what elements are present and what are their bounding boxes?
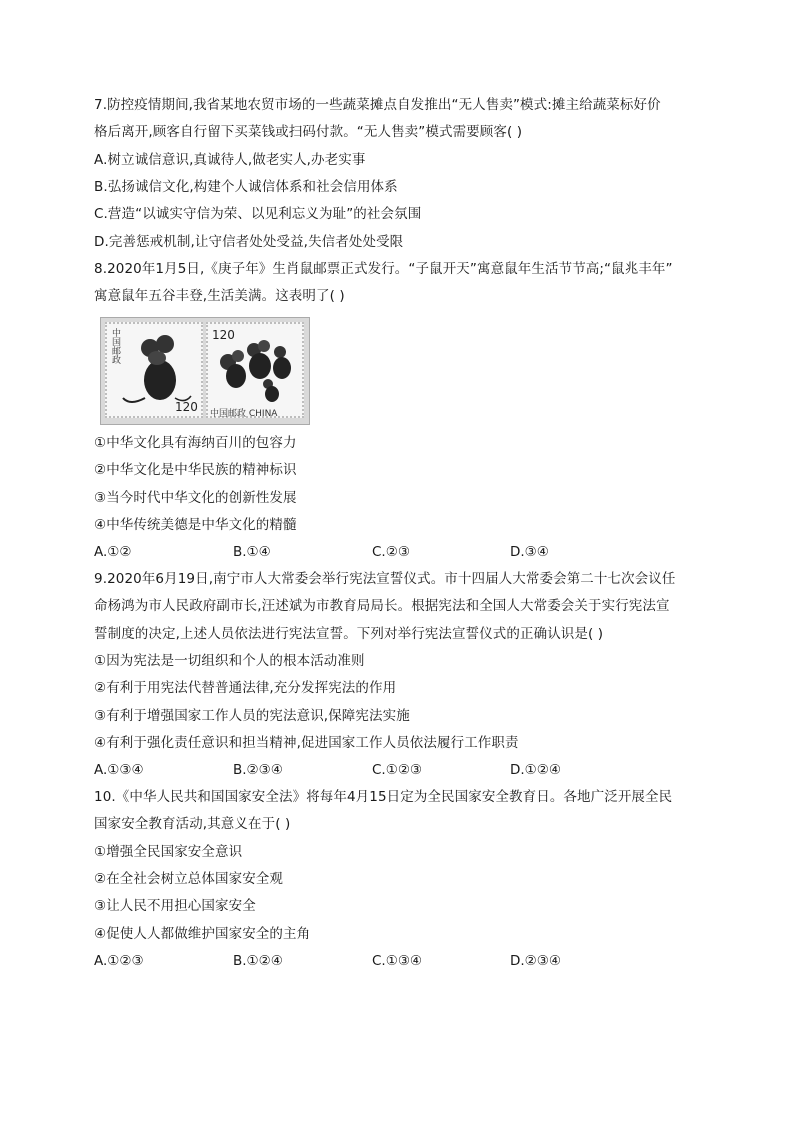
q8-choice-a: A.①② — [94, 544, 132, 560]
q10-choice-c: C.①③④ — [372, 953, 423, 969]
q9-stem-line-2: 命杨鸿为市人民政府副市长,汪述斌为市教育局局长。根据宪法和全国人大常委会关于实行宪法宣 — [94, 598, 670, 614]
q7-option-a: A.树立诚信意识,真诚待人,做老实人,办老实事 — [94, 152, 366, 168]
stamp-right — [206, 322, 304, 418]
q8-statement-2: ②中华文化是中华民族的精神标识 — [94, 462, 297, 478]
q9-stem-line-3: 誓制度的决定,上述人员依法进行宪法宣誓。下列对举行宪法宣誓仪式的正确认识是( ) — [94, 626, 604, 642]
q8-statement-3: ③当今时代中华文化的创新性发展 — [94, 490, 297, 506]
q10-choice-a: A.①②③ — [94, 953, 144, 969]
q8-stem-line-2: 寓意鼠年五谷丰登,生活美满。这表明了( ) — [94, 288, 345, 304]
q7-stem-line-1: 7.防控疫情期间,我省某地农贸市场的一些蔬菜摊点自发推出“无人售卖”模式:摊主给蔬菜标好价 — [94, 97, 661, 113]
q9-statement-1: ①因为宪法是一切组织和个人的根本活动准则 — [94, 653, 365, 669]
q9-choice-b: B.②③④ — [233, 762, 283, 778]
zodiac-stamps-image — [100, 317, 310, 425]
q10-stem-line-1: 10.《中华人民共和国国家安全法》将每年4月15日定为全民国家安全教育日。各地广泛开展全民 — [94, 789, 673, 805]
q10-statement-3: ③让人民不用担心国家安全 — [94, 898, 256, 914]
q9-choice-d: D.①②④ — [510, 762, 561, 778]
q7-stem-line-2: 格后离开,顾客自行留下买菜钱或扫码付款。“无人售卖”模式需要顾客( ) — [94, 124, 523, 140]
q9-statement-3: ③有利于增强国家工作人员的宪法意识,保障宪法实施 — [94, 708, 410, 724]
stamp1-value: 120 — [175, 400, 198, 414]
q10-choice-d: D.②③④ — [510, 953, 561, 969]
q9-stem-line-1: 9.2020年6月19日,南宁市人大常委会举行宪法宣誓仪式。市十四届人大常委会第二十七次会议任 — [94, 571, 676, 587]
q8-choice-b: B.①④ — [233, 544, 271, 560]
q10-stem-line-2: 国家安全教育活动,其意义在于( ) — [94, 816, 291, 832]
stamp2-value: 120 — [212, 328, 235, 342]
q8-statement-1: ①中华文化具有海纳百川的包容力 — [94, 435, 297, 451]
q8-statement-4: ④中华传统美德是中华文化的精髓 — [94, 517, 297, 533]
q9-statement-2: ②有利于用宪法代替普通法律,充分发挥宪法的作用 — [94, 680, 397, 696]
q7-option-c: C.营造“以诚实守信为荣、以见利忘义为耻”的社会氛围 — [94, 206, 422, 222]
rat-family-illustration-icon — [206, 322, 304, 418]
q7-option-b: B.弘扬诚信文化,构建个人诚信体系和社会信用体系 — [94, 179, 398, 195]
stamp2-country: 中国邮政 CHINA — [210, 409, 278, 419]
q8-stem-line-1: 8.2020年1月5日,《庚子年》生肖鼠邮票正式发行。“子鼠开天”寓意鼠年生活节节高;“鼠兆丰年” — [94, 261, 673, 277]
q7-option-d: D.完善惩戒机制,让守信者处处受益,失信者处处受限 — [94, 234, 404, 250]
q8-choice-d: D.③④ — [510, 544, 549, 560]
q10-choice-b: B.①②④ — [233, 953, 283, 969]
q9-statement-4: ④有利于强化责任意识和担当精神,促进国家工作人员依法履行工作职责 — [94, 735, 519, 751]
q10-statement-4: ④促使人人都做维护国家安全的主角 — [94, 926, 311, 942]
q10-statement-1: ①增强全民国家安全意识 — [94, 844, 243, 860]
q8-choice-c: C.②③ — [372, 544, 410, 560]
q10-statement-2: ②在全社会树立总体国家安全观 — [94, 871, 284, 887]
q9-choice-a: A.①③④ — [94, 762, 144, 778]
stamp-left — [105, 322, 203, 418]
stamp1-country: 中国邮政 — [110, 328, 120, 364]
q9-choice-c: C.①②③ — [372, 762, 423, 778]
